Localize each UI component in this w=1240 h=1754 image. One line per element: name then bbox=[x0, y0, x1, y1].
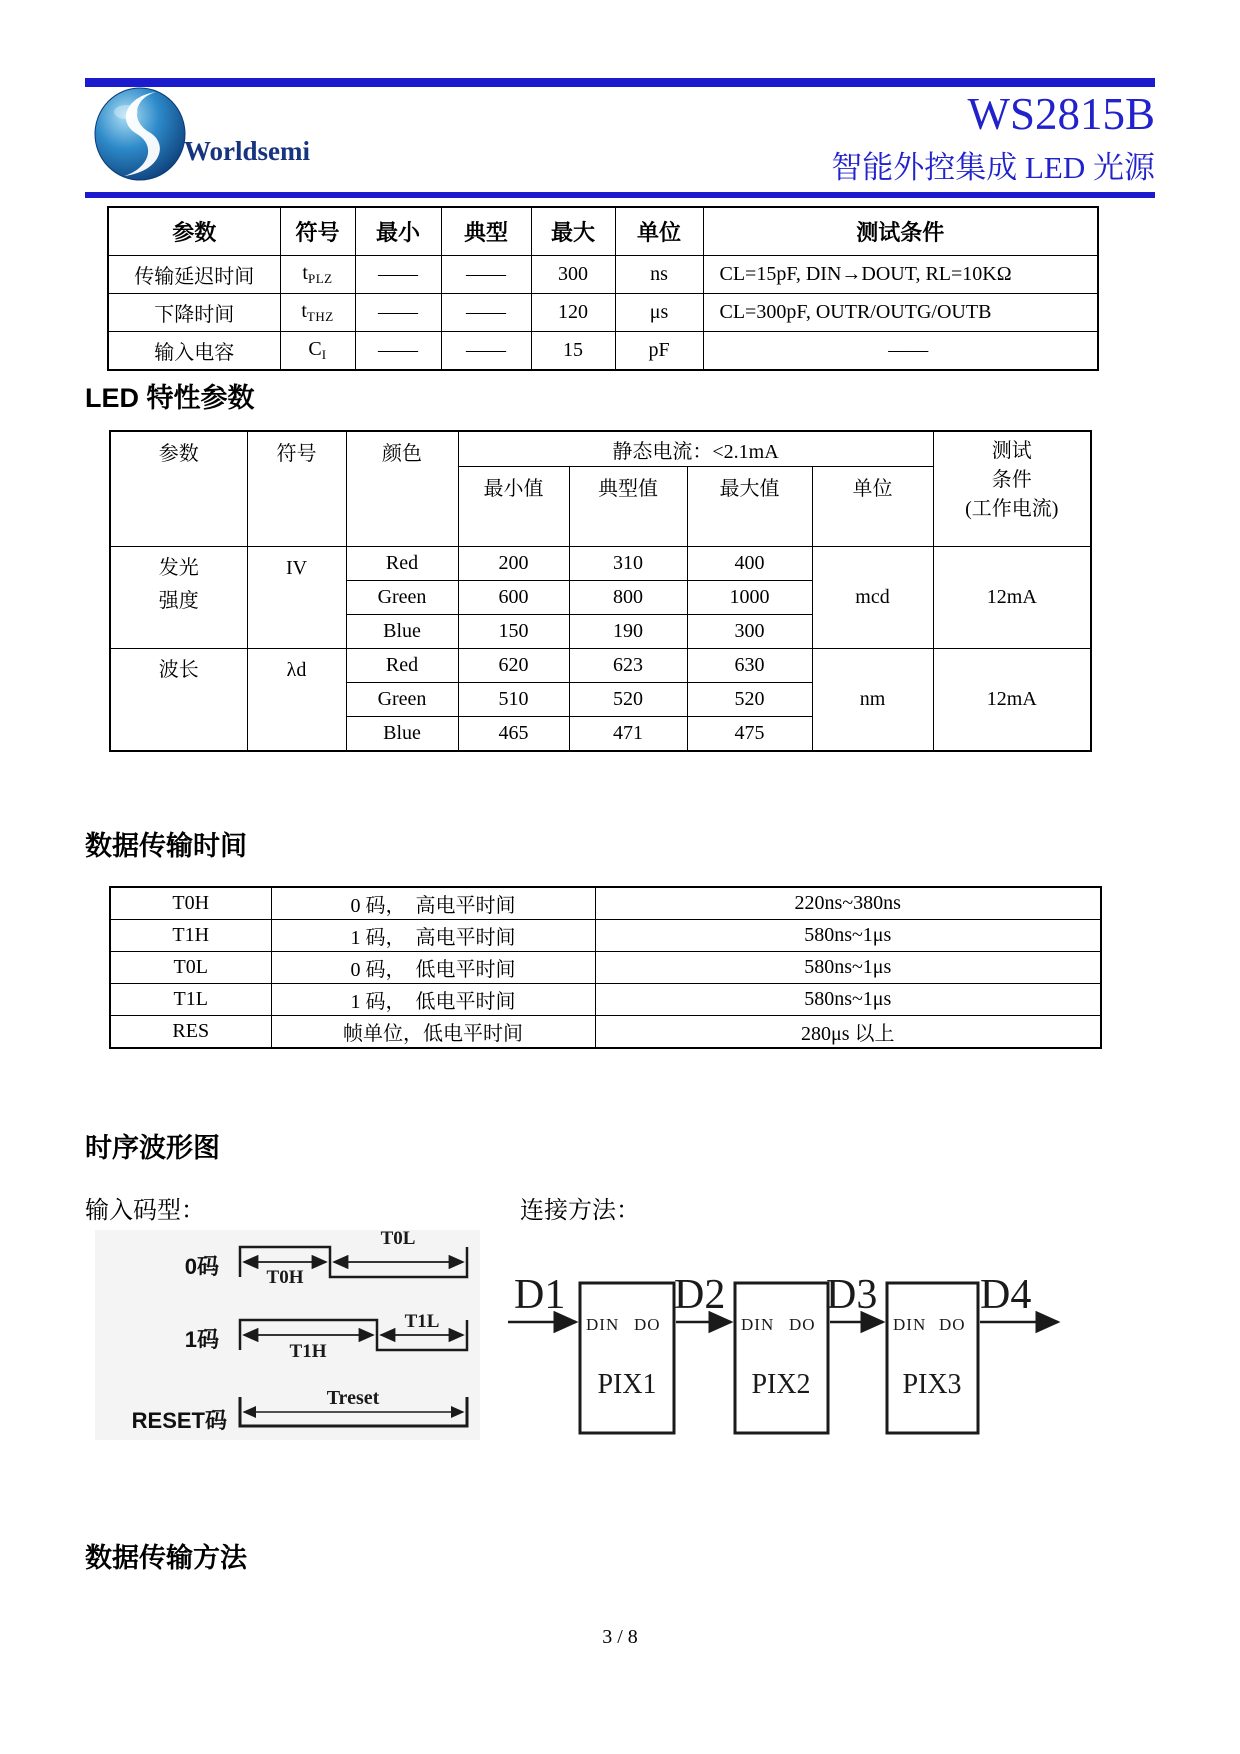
param-line: 强度 bbox=[158, 590, 199, 612]
timing-section-title: 数据传输时间 bbox=[85, 831, 247, 861]
symbol-subscript: PLZ bbox=[307, 271, 333, 286]
header-bottom-rule bbox=[85, 192, 1155, 198]
pix1-label: PIX1 bbox=[597, 1369, 657, 1400]
desc-cell: 1 码， 高电平时间 bbox=[271, 920, 595, 952]
product-title: WS2815B bbox=[967, 89, 1155, 139]
col-header: 最大值 bbox=[687, 467, 812, 547]
din-pin-label: DIN bbox=[893, 1315, 927, 1334]
din-pin-label: DIN bbox=[586, 1315, 620, 1334]
max-cell: 475 bbox=[687, 717, 812, 752]
param-cell: 输入电容 bbox=[108, 332, 280, 371]
table-row bbox=[110, 1016, 1101, 1049]
min-cell: 465 bbox=[458, 717, 569, 752]
col-header: 参数 bbox=[110, 431, 247, 547]
col-header: 最大 bbox=[531, 207, 615, 256]
desc-cell: 帧单位，低电平时间 bbox=[271, 1016, 595, 1049]
unit-cell: μs bbox=[615, 294, 703, 332]
code-cell: T1L bbox=[110, 984, 271, 1016]
min-cell: —— bbox=[355, 256, 441, 294]
color-cell: Blue bbox=[346, 615, 458, 649]
treset-label: Treset bbox=[326, 1387, 380, 1409]
param-cell: 波长 bbox=[110, 649, 247, 752]
table-row bbox=[108, 256, 1098, 294]
col-header: 单位 bbox=[812, 467, 933, 547]
page-number: 3 / 8 bbox=[602, 1626, 638, 1648]
condition-cell: CL=15pF, DIN→DOUT, RL=10KΩ bbox=[703, 256, 1098, 294]
color-cell: Red bbox=[346, 547, 458, 581]
t1h-label: T1H bbox=[289, 1341, 327, 1362]
typ-cell: 623 bbox=[569, 649, 687, 683]
table-row bbox=[110, 952, 1101, 984]
max-cell: 15 bbox=[531, 332, 615, 371]
col-header: 典型 bbox=[441, 207, 531, 256]
worldsemi-logo bbox=[92, 86, 188, 182]
symbol-base: t bbox=[302, 262, 308, 284]
typ-cell: —— bbox=[441, 294, 531, 332]
typ-cell: 520 bbox=[569, 683, 687, 717]
max-cell: 400 bbox=[687, 547, 812, 581]
table-row bbox=[110, 547, 1091, 581]
col-header: 颜色 bbox=[346, 431, 458, 547]
typ-cell: 800 bbox=[569, 581, 687, 615]
header-top-rule bbox=[85, 78, 1155, 87]
table-row bbox=[110, 920, 1101, 952]
symbol-base: t bbox=[301, 300, 307, 322]
table-row bbox=[108, 207, 1098, 256]
code-cell: T0H bbox=[110, 887, 271, 920]
desc-cell: 1 码， 低电平时间 bbox=[271, 984, 595, 1016]
min-cell: —— bbox=[355, 332, 441, 371]
table-row bbox=[110, 887, 1101, 920]
col-header: 最小值 bbox=[458, 467, 569, 547]
unit-cell: mcd bbox=[812, 547, 933, 649]
d2-label: D2 bbox=[674, 1272, 726, 1318]
col-header: 符号 bbox=[280, 207, 355, 256]
symbol-base: C bbox=[308, 338, 322, 360]
d4-label: D4 bbox=[980, 1272, 1032, 1318]
condition-cell: —— bbox=[703, 332, 1098, 371]
param-cell: 下降时间 bbox=[108, 294, 280, 332]
connection-chain-figure bbox=[506, 1238, 1166, 1448]
color-cell: Green bbox=[346, 683, 458, 717]
min-cell: 620 bbox=[458, 649, 569, 683]
symbol-subscript: THZ bbox=[306, 309, 334, 324]
timing-waveform-figure bbox=[95, 1230, 480, 1440]
method-section-title: 数据传输方法 bbox=[85, 1543, 247, 1573]
pix3-box bbox=[887, 1283, 978, 1433]
d3-label: D3 bbox=[826, 1272, 878, 1318]
table-row bbox=[110, 649, 1091, 683]
test-header bbox=[933, 431, 1091, 547]
value-cell: 580ns~1μs bbox=[595, 920, 1101, 952]
test-cell: 12mA bbox=[933, 547, 1091, 649]
pix1-box bbox=[580, 1283, 674, 1433]
table-row bbox=[108, 294, 1098, 332]
product-subtitle: 智能外控集成 LED 光源 bbox=[831, 150, 1155, 185]
unit-cell: pF bbox=[615, 332, 703, 371]
symbol-cell bbox=[280, 332, 355, 371]
col-header: 参数 bbox=[108, 207, 280, 256]
symbol-cell: λd bbox=[247, 649, 346, 752]
col-header: 测试条件 bbox=[703, 207, 1098, 256]
led-table bbox=[109, 430, 1092, 752]
test-header-line: 条件 bbox=[991, 469, 1032, 491]
table-row bbox=[108, 332, 1098, 371]
min-cell: 200 bbox=[458, 547, 569, 581]
test-header-line: (工作电流) bbox=[965, 498, 1059, 520]
col-header: 符号 bbox=[247, 431, 346, 547]
reset-code-label: RESET码 bbox=[131, 1408, 227, 1433]
code-cell: T0L bbox=[110, 952, 271, 984]
do-pin-label: DO bbox=[634, 1315, 661, 1334]
max-cell: 300 bbox=[687, 615, 812, 649]
max-cell: 300 bbox=[531, 256, 615, 294]
led-section-title: LED 特性参数 bbox=[85, 383, 255, 413]
typ-cell: —— bbox=[441, 256, 531, 294]
pix2-label: PIX2 bbox=[751, 1369, 811, 1400]
col-header: 最小 bbox=[355, 207, 441, 256]
do-pin-label: DO bbox=[939, 1315, 966, 1334]
t0l-label: T0L bbox=[380, 1230, 416, 1249]
group-header: 静态电流：<2.1mA bbox=[458, 431, 933, 467]
brand-name: Worldsemi bbox=[184, 136, 310, 166]
unit-cell: nm bbox=[812, 649, 933, 752]
condition-cell: CL=300pF, OUTR/OUTG/OUTB bbox=[703, 294, 1098, 332]
t1l-label: T1L bbox=[404, 1311, 440, 1332]
max-cell: 1000 bbox=[687, 581, 812, 615]
symbol-cell bbox=[280, 256, 355, 294]
color-cell: Blue bbox=[346, 717, 458, 752]
min-cell: 510 bbox=[458, 683, 569, 717]
pix3-label: PIX3 bbox=[902, 1369, 962, 1400]
timing-table bbox=[109, 886, 1102, 1049]
max-cell: 120 bbox=[531, 294, 615, 332]
input-pattern-label: 输入码型： bbox=[85, 1198, 205, 1224]
min-cell: 600 bbox=[458, 581, 569, 615]
code-cell: T1H bbox=[110, 920, 271, 952]
d1-label: D1 bbox=[514, 1272, 566, 1318]
col-header: 单位 bbox=[615, 207, 703, 256]
one-code-label: 1码 bbox=[184, 1327, 219, 1352]
electrical-table bbox=[107, 206, 1099, 371]
t0h-label: T0H bbox=[266, 1267, 304, 1288]
max-cell: 630 bbox=[687, 649, 812, 683]
symbol-cell: IV bbox=[247, 547, 346, 649]
table-row bbox=[110, 431, 1091, 467]
desc-cell: 0 码， 低电平时间 bbox=[271, 952, 595, 984]
desc-cell: 0 码， 高电平时间 bbox=[271, 887, 595, 920]
typ-cell: —— bbox=[441, 332, 531, 371]
value-cell: 280μs 以上 bbox=[595, 1016, 1101, 1049]
max-cell: 520 bbox=[687, 683, 812, 717]
din-pin-label: DIN bbox=[741, 1315, 775, 1334]
test-header-line: 测试 bbox=[991, 440, 1032, 462]
param-cell bbox=[110, 547, 247, 649]
typ-cell: 190 bbox=[569, 615, 687, 649]
typ-cell: 310 bbox=[569, 547, 687, 581]
do-pin-label: DO bbox=[789, 1315, 816, 1334]
table-row bbox=[110, 984, 1101, 1016]
min-cell: 150 bbox=[458, 615, 569, 649]
min-cell: —— bbox=[355, 294, 441, 332]
pix2-box bbox=[735, 1283, 828, 1433]
zero-code-label: 0码 bbox=[184, 1254, 219, 1279]
param-line: 发光 bbox=[158, 557, 199, 579]
color-cell: Green bbox=[346, 581, 458, 615]
value-cell: 580ns~1μs bbox=[595, 952, 1101, 984]
color-cell: Red bbox=[346, 649, 458, 683]
connection-method-label: 连接方法： bbox=[520, 1198, 640, 1224]
typ-cell: 471 bbox=[569, 717, 687, 752]
waveform-section-title: 时序波形图 bbox=[85, 1133, 220, 1163]
symbol-subscript: I bbox=[321, 347, 327, 362]
test-cell: 12mA bbox=[933, 649, 1091, 752]
code-cell: RES bbox=[110, 1016, 271, 1049]
unit-cell: ns bbox=[615, 256, 703, 294]
param-cell: 传输延迟时间 bbox=[108, 256, 280, 294]
col-header: 典型值 bbox=[569, 467, 687, 547]
symbol-cell bbox=[280, 294, 355, 332]
value-cell: 220ns~380ns bbox=[595, 887, 1101, 920]
value-cell: 580ns~1μs bbox=[595, 984, 1101, 1016]
